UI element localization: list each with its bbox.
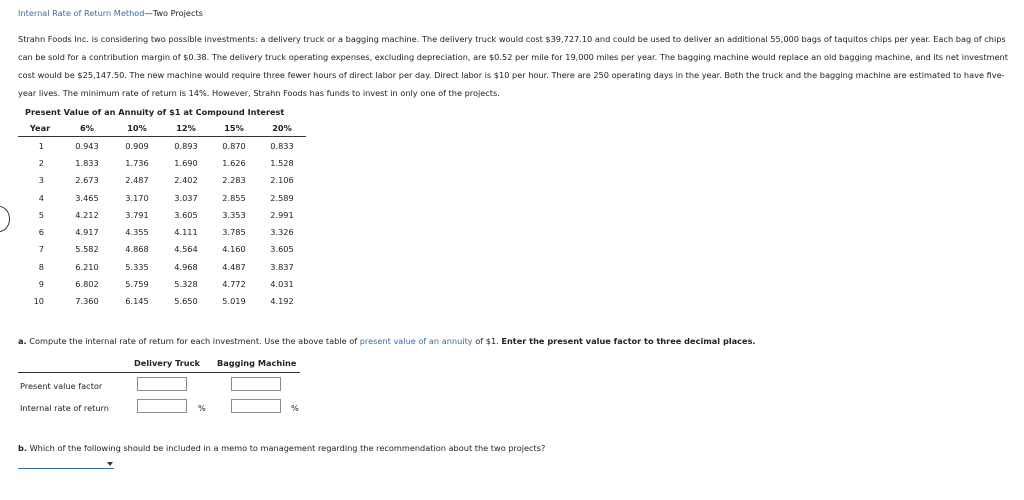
question-a-text-after: of $1. <box>472 336 502 346</box>
pv-cell-10: 4.868 <box>125 244 149 255</box>
pv-cell-20: 2.589 <box>270 192 294 203</box>
pv-cell-15: 2.855 <box>222 192 246 203</box>
pv-table-row <box>18 275 306 292</box>
pv-cell-15: 3.785 <box>222 227 246 238</box>
pv-header-10: 10% <box>112 120 162 137</box>
pv-cell-15: 3.353 <box>222 209 246 220</box>
pv-table-row <box>18 241 306 258</box>
pv-cell-15: 1.626 <box>222 157 246 168</box>
chevron-down-icon <box>107 462 113 466</box>
pv-cell-6: 2.673 <box>75 175 99 186</box>
pv-cell-20: 0.833 <box>270 140 294 151</box>
memo-recommendation-select[interactable] <box>18 459 114 469</box>
pv-cell-10: 6.145 <box>125 296 149 307</box>
pv-cell-10: 4.355 <box>125 227 149 238</box>
pv-cell-20: 1.528 <box>270 157 294 168</box>
pv-table-row <box>18 137 306 155</box>
pv-table-row <box>18 189 306 206</box>
pv-cell-15: 5.019 <box>222 296 246 307</box>
pv-cell-6: 0.943 <box>75 140 99 151</box>
pv-table-row <box>18 172 306 189</box>
title-link[interactable]: Internal Rate of Return Method <box>18 8 145 18</box>
answer-table-divider <box>18 372 300 373</box>
truck-pv-factor-input[interactable] <box>137 377 187 391</box>
pv-cell-15: 4.487 <box>222 261 246 272</box>
machine-irr-percent-sign: % <box>291 403 299 413</box>
pv-cell-15: 4.160 <box>222 244 246 255</box>
pv-header-20: 20% <box>258 120 306 137</box>
pv-cell-12: 5.328 <box>174 279 198 290</box>
truck-irr-input[interactable] <box>137 399 187 413</box>
title-suffix: —Two Projects <box>144 8 203 18</box>
pv-table-row <box>18 154 306 171</box>
row-label-pv-factor: Present value factor <box>20 381 103 391</box>
pv-table-caption: Present Value of an Annuity of $1 at Compound Interest <box>25 107 285 117</box>
pv-cell-15: 0.870 <box>222 140 246 151</box>
pv-cell-12: 2.402 <box>174 175 198 186</box>
pv-table-header-row <box>18 120 306 137</box>
pv-cell-year: 3 <box>38 175 44 186</box>
pv-cell-12: 4.111 <box>174 227 198 238</box>
pv-cell-12: 0.893 <box>174 140 198 151</box>
pv-table-row <box>18 223 306 240</box>
pv-table-row <box>18 293 306 310</box>
question-a-instruction: Enter the present value factor to three decimal places. <box>501 336 756 346</box>
pv-cell-20: 3.326 <box>270 227 294 238</box>
pv-cell-15: 2.283 <box>222 175 246 186</box>
pv-header-6: 6% <box>62 120 112 137</box>
problem-description: Strahn Foods Inc. is considering two possible investments: a delivery truck or a bagging machine. The delivery truck would cost $39,727.10 and could be used to deliver an additional 55,000 bags of taquitos chips per year. Each bag of chips can be sold for a contribution margin of $0.38. The delivery truck operating expenses, excluding depreciation, are $0.52 per mile for 19,000 miles per year. The bagging machine would replace an old bagging machine, and its net investment cost would be $25,147.50. The new machine would require three fewer hours of direct labor per day. Direct labor is $10 per hour. There are 250 operating days in the year. Both the truck and the bagging machine are estimated to have five-year lives. The minimum rate of return is 14%. However, Strahn Foods has funds to invest in only one of the projects. <box>18 34 1008 98</box>
pv-cell-20: 3.837 <box>270 261 294 272</box>
pv-cell-6: 3.465 <box>75 192 99 203</box>
pv-cell-20: 4.031 <box>270 279 294 290</box>
col-header-delivery-truck: Delivery Truck <box>134 358 200 368</box>
pv-cell-6: 1.833 <box>75 157 99 168</box>
annuity-link[interactable]: present value of an annuity <box>359 336 473 346</box>
pv-cell-year: 8 <box>38 261 44 272</box>
pv-cell-12: 4.968 <box>174 261 198 272</box>
pv-cell-12: 4.564 <box>174 244 198 255</box>
row-label-irr: Internal rate of return <box>20 403 109 413</box>
question-a <box>18 336 756 346</box>
pv-cell-year: 10 <box>33 296 44 307</box>
pv-cell-6: 4.917 <box>75 227 99 238</box>
pv-cell-10: 1.736 <box>125 157 149 168</box>
pv-cell-year: 4 <box>38 192 44 203</box>
side-bracket-decoration <box>0 206 10 232</box>
pv-cell-20: 2.991 <box>270 209 294 220</box>
pv-cell-year: 6 <box>38 227 44 238</box>
pv-cell-6: 5.582 <box>75 244 99 255</box>
question-a-label: a. <box>18 336 27 346</box>
pv-cell-year: 9 <box>38 279 44 290</box>
pv-cell-20: 2.106 <box>270 175 294 186</box>
pv-header-15: 15% <box>210 120 258 137</box>
pv-cell-10: 3.791 <box>125 209 149 220</box>
present-value-table <box>18 120 306 310</box>
pv-cell-10: 2.487 <box>125 175 149 186</box>
pv-header-year: Year <box>18 120 62 137</box>
pv-cell-10: 0.909 <box>125 140 149 151</box>
question-b <box>18 443 545 453</box>
pv-cell-12: 1.690 <box>174 157 198 168</box>
question-b-text: Which of the following should be included in a memo to management regarding the recommendation about the two projects? <box>26 443 546 453</box>
pv-table-row <box>18 258 306 275</box>
pv-cell-6: 7.360 <box>75 296 99 307</box>
pv-cell-10: 3.170 <box>125 192 149 203</box>
pv-cell-6: 6.210 <box>75 261 99 272</box>
machine-irr-input[interactable] <box>231 399 281 413</box>
question-a-text: Compute the internal rate of return for each investment. Use the above table of <box>26 336 360 346</box>
pv-cell-15: 4.772 <box>222 279 246 290</box>
pv-cell-20: 3.605 <box>270 244 294 255</box>
pv-cell-year: 2 <box>38 157 44 168</box>
pv-cell-12: 5.650 <box>174 296 198 307</box>
pv-cell-10: 5.759 <box>125 279 149 290</box>
pv-table-body <box>18 137 306 310</box>
pv-cell-year: 7 <box>38 244 44 255</box>
col-header-bagging-machine: Bagging Machine <box>217 358 297 368</box>
pv-cell-year: 1 <box>38 140 44 151</box>
pv-cell-6: 4.212 <box>75 209 99 220</box>
machine-pv-factor-input[interactable] <box>231 377 281 391</box>
pv-cell-12: 3.605 <box>174 209 198 220</box>
pv-cell-year: 5 <box>38 209 44 220</box>
pv-table-row <box>18 206 306 223</box>
pv-cell-6: 6.802 <box>75 279 99 290</box>
pv-header-12: 12% <box>162 120 210 137</box>
pv-cell-20: 4.192 <box>270 296 294 307</box>
page-title <box>18 8 203 18</box>
truck-irr-percent-sign: % <box>198 403 206 413</box>
pv-cell-10: 5.335 <box>125 261 149 272</box>
question-b-label: b. <box>18 443 27 453</box>
pv-cell-12: 3.037 <box>174 192 198 203</box>
